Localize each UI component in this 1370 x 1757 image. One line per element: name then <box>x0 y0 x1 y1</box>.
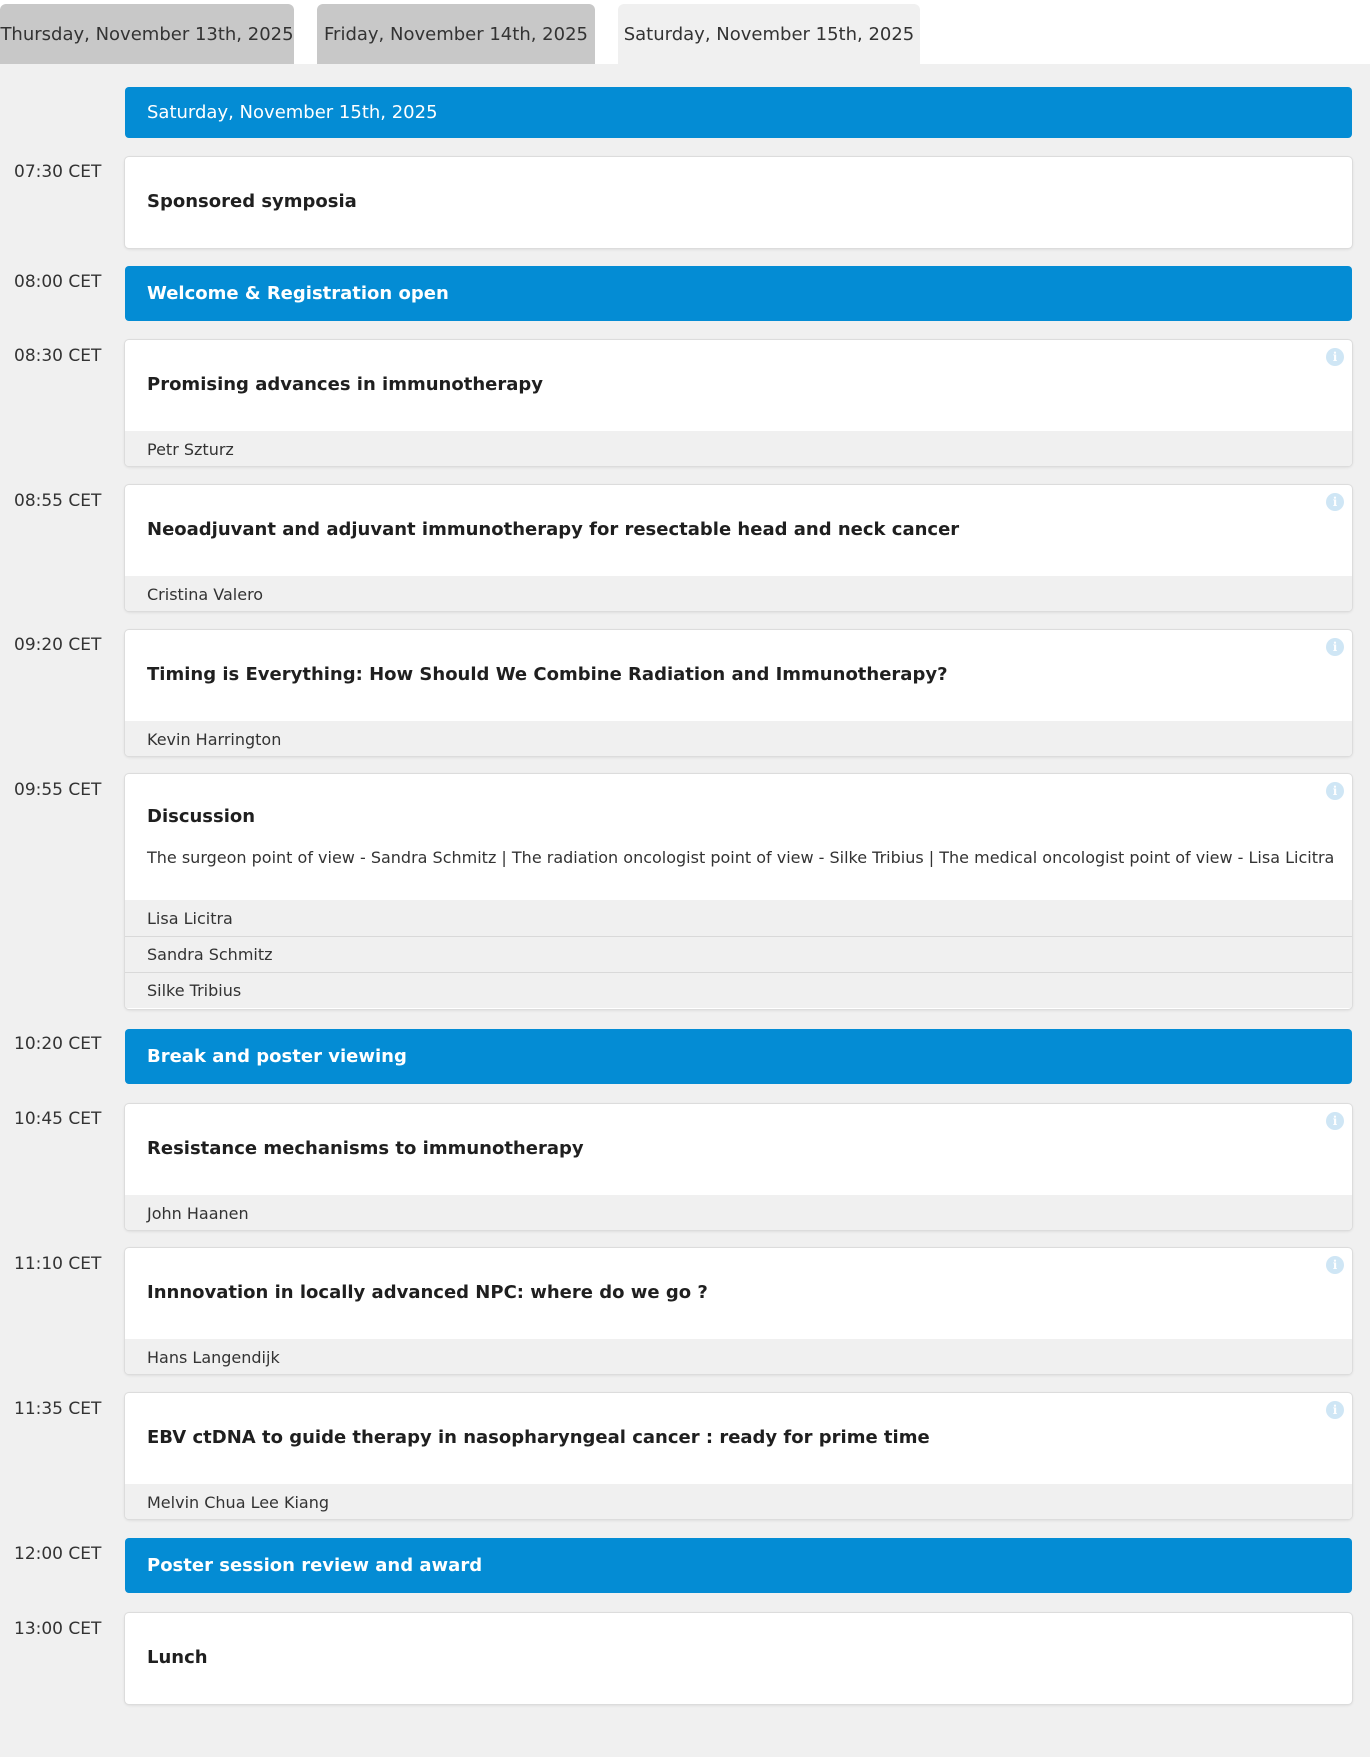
tab-friday[interactable]: Friday, November 14th, 2025 <box>317 4 595 64</box>
speaker-item[interactable]: John Haanen <box>125 1195 1352 1230</box>
session-banner-break: Break and poster viewing <box>125 1029 1352 1084</box>
session-time: 10:45 CET <box>14 1109 102 1129</box>
session-time: 08:55 CET <box>14 491 102 511</box>
day-tabs <box>0 0 1370 64</box>
session-title: Sponsored symposia <box>147 191 357 212</box>
session-time: 09:55 CET <box>14 780 102 800</box>
session-description: The surgeon point of view - Sandra Schmitz | The radiation oncologist point of view - Silke Tribius | The medical oncologist point of view - Lisa Licitra <box>147 848 1335 867</box>
session-time: 11:10 CET <box>14 1254 102 1274</box>
session-title: Neoadjuvant and adjuvant immunotherapy for resectable head and neck cancer <box>147 519 960 540</box>
session-title: EBV ctDNA to guide therapy in nasopharyngeal cancer : ready for prime time <box>147 1427 930 1448</box>
session-card-timing-is-everything[interactable] <box>125 630 1352 756</box>
session-card-resistance-mechanisms[interactable] <box>125 1104 1352 1230</box>
session-card-promising-advances[interactable] <box>125 340 1352 466</box>
speaker-item[interactable]: Silke Tribius <box>125 972 1352 1008</box>
speaker-item[interactable]: Sandra Schmitz <box>125 936 1352 972</box>
session-time: 08:30 CET <box>14 346 102 366</box>
speaker-item[interactable]: Kevin Harrington <box>125 721 1352 756</box>
info-icon[interactable]: i <box>1326 1401 1344 1419</box>
info-icon[interactable]: i <box>1326 638 1344 656</box>
session-time: 13:00 CET <box>14 1619 102 1639</box>
schedule-content <box>0 64 1370 1757</box>
session-title: Innnovation in locally advanced NPC: where do we go ? <box>147 1282 708 1303</box>
tab-saturday[interactable]: Saturday, November 15th, 2025 <box>618 4 920 64</box>
speaker-item[interactable]: Petr Szturz <box>125 431 1352 466</box>
speaker-item[interactable]: Hans Langendijk <box>125 1339 1352 1374</box>
info-icon[interactable]: i <box>1326 348 1344 366</box>
session-card-sponsored-symposia[interactable] <box>125 157 1352 248</box>
session-title: Timing is Everything: How Should We Combine Radiation and Immunotherapy? <box>147 664 948 685</box>
speaker-item[interactable]: Cristina Valero <box>125 576 1352 611</box>
session-time: 10:20 CET <box>14 1034 102 1054</box>
info-icon[interactable]: i <box>1326 1256 1344 1274</box>
session-time: 08:00 CET <box>14 272 102 292</box>
session-time: 12:00 CET <box>14 1544 102 1564</box>
session-card-ebv-ctdna[interactable] <box>125 1393 1352 1519</box>
session-card-neoadjuvant[interactable] <box>125 485 1352 611</box>
session-card-lunch[interactable] <box>125 1613 1352 1704</box>
speaker-item[interactable]: Lisa Licitra <box>125 900 1352 936</box>
session-banner-welcome: Welcome & Registration open <box>125 266 1352 321</box>
info-icon[interactable]: i <box>1326 1112 1344 1130</box>
session-time: 11:35 CET <box>14 1399 102 1419</box>
session-card-discussion[interactable] <box>125 774 1352 1009</box>
session-title: Lunch <box>147 1647 208 1668</box>
session-card-innovation-npc[interactable] <box>125 1248 1352 1374</box>
day-header: Saturday, November 15th, 2025 <box>125 87 1352 138</box>
speaker-item[interactable]: Melvin Chua Lee Kiang <box>125 1484 1352 1519</box>
tab-thursday[interactable]: Thursday, November 13th, 2025 <box>0 4 294 64</box>
session-banner-poster-award: Poster session review and award <box>125 1538 1352 1593</box>
info-icon[interactable]: i <box>1326 782 1344 800</box>
session-title: Promising advances in immunotherapy <box>147 374 543 395</box>
session-title: Discussion <box>147 806 256 827</box>
session-title: Resistance mechanisms to immunotherapy <box>147 1138 584 1159</box>
session-time: 09:20 CET <box>14 635 102 655</box>
session-time: 07:30 CET <box>14 162 102 182</box>
info-icon[interactable]: i <box>1326 493 1344 511</box>
